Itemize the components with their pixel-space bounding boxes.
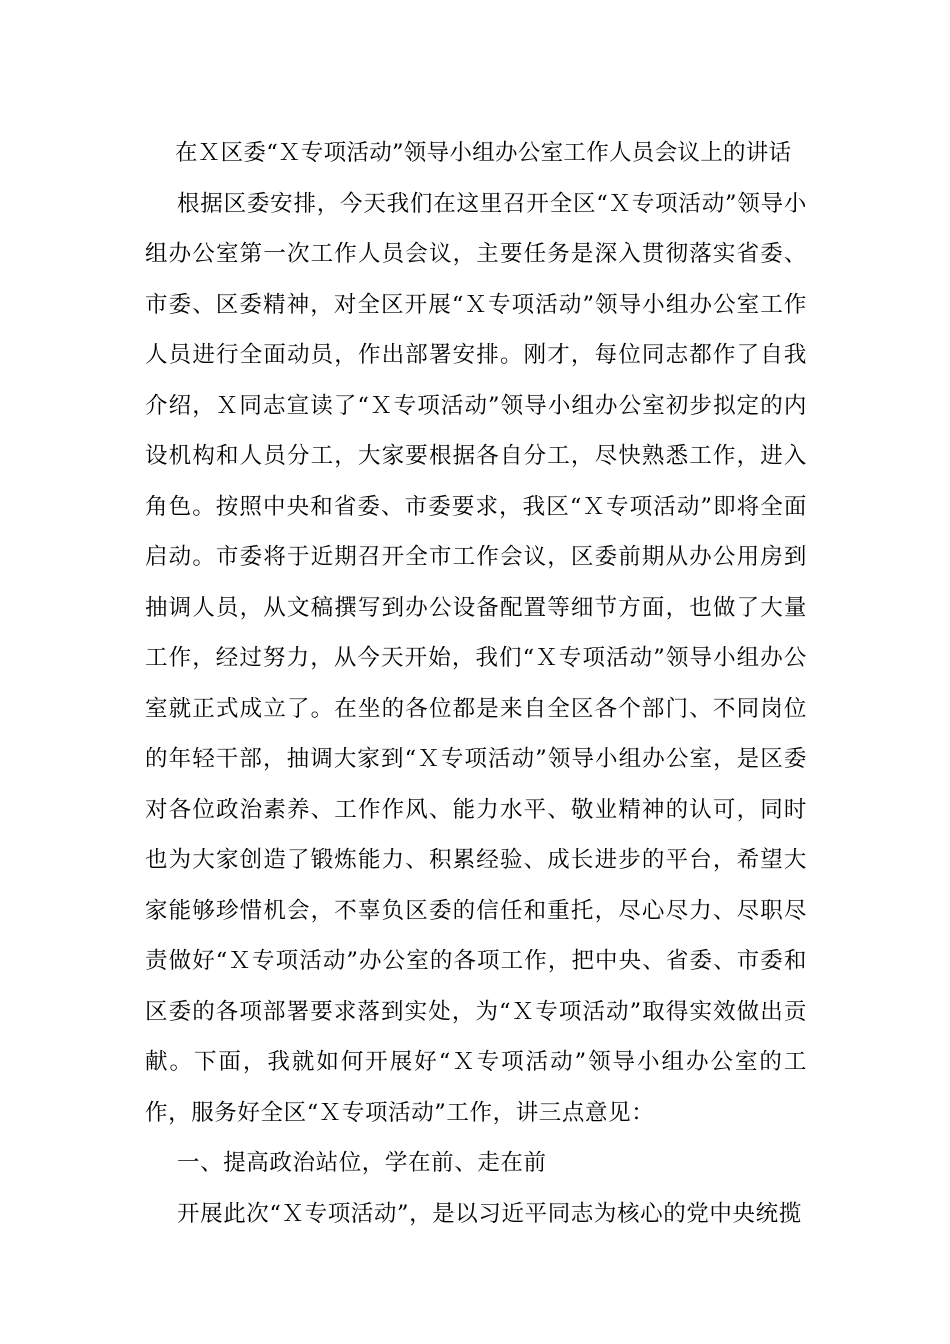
opening-paragraph: 根据区委安排，今天我们在这里召开全区“Ｘ专项活动”领导小组办公室第一次工作人员会议，主要任务是深入贯彻落实省委、市委、区委精神，对全区开展“Ｘ专项活动”领导小组办公室工作人员进行全面动员，作出部署安排。刚才，每位同志都作了自我介绍，Ｘ同志宣读了“Ｘ专项活动”领导小组办公室初步拟定的内设机构和人员分工，大家要根据各自分工，尽快熟悉工作，进入角色。按照中央和省委、市委要求，我区“Ｘ专项活动”即将全面启动。市委将于近期召开全市工作会议，区委前期从办公用房到抽调人员，从文稿撰写到办公设备配置等细节方面，也做了大量工作，经过努力，从今天开始，我们“Ｘ专项活动”领导小组办公室就正式成立了。在坐的各位都是来自全区各个部门、不同岗位的年轻干部，抽调大家到“Ｘ专项活动”领导小组办公室，是区委对各位政治素养、工作作风、能力水平、敬业精神的认可，同时也为大家创造了锻炼能力、积累经验、成长进步的平台，希望大家能够珍惜机会，不辜负区委的信任和重托，尽心尽力、尽职尽责做好“Ｘ专项活动”办公室的各项工作，把中央、省委、市委和区委的各项部署要求落到实处，为“Ｘ专项活动”取得实效做出贡献。下面，我就如何开展好“Ｘ专项活动”领导小组办公室的工作，服务好全区“Ｘ专项活动”工作，讲三点意见： xyxy=(145,190,807,1126)
speech-title: 在Ｘ区委“Ｘ专项活动”领导小组办公室工作人员会议上的讲话 xyxy=(175,140,792,166)
section-1-paragraph: 开展此次“Ｘ专项活动”，是以习近平同志为核心的党中央统揽 xyxy=(177,1200,802,1227)
document-body xyxy=(145,128,807,1239)
section-heading-1: 一、提高政治站位，学在前、走在前 xyxy=(177,1150,547,1176)
